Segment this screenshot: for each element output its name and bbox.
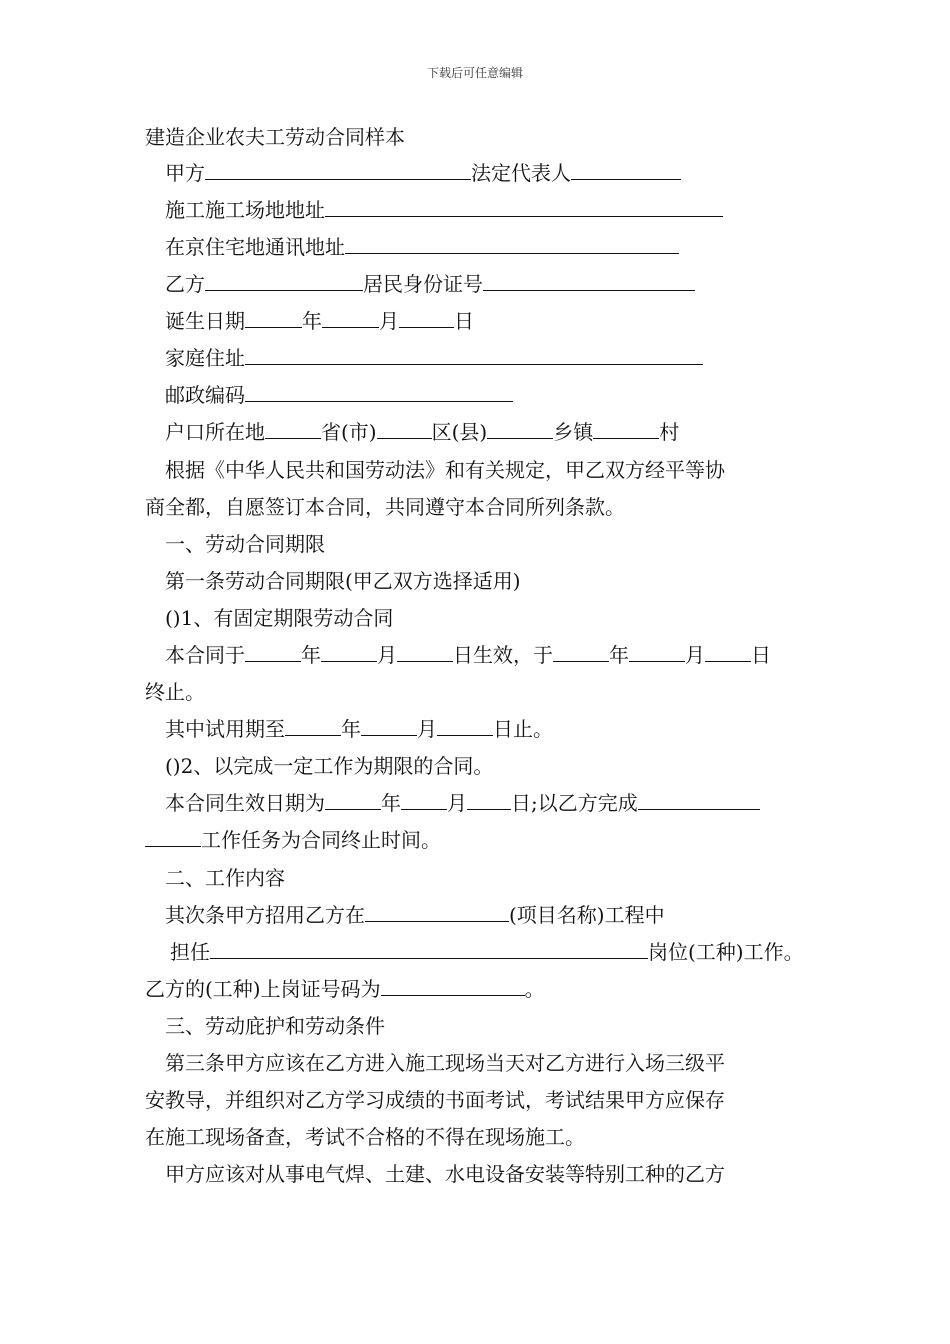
section-2-heading: 二、工作内容 [165, 866, 285, 890]
town-blank[interactable] [487, 418, 553, 439]
certificate-line [145, 975, 545, 1003]
id-number-blank[interactable] [483, 270, 695, 291]
year-label: 年 [341, 717, 361, 741]
home-address-line [165, 344, 703, 372]
district-label: 区(县) [431, 420, 488, 444]
site-address-label: 施工施工场地地址 [165, 198, 325, 222]
hukou-label: 户口所在地 [165, 420, 265, 444]
party-a-label: 甲方 [165, 161, 205, 185]
preamble-line-1: 根据《中华人民共和国劳动法》和有关规定，甲乙双方经平等协 [165, 458, 725, 482]
day-label: 日 [454, 309, 474, 333]
site-address-blank[interactable] [325, 196, 723, 217]
project-name-label: (项目名称)工程中 [509, 903, 665, 927]
month-label: 月 [417, 717, 437, 741]
contract-term-end: 终止。 [145, 680, 205, 704]
year-label: 年 [609, 643, 629, 667]
district-blank[interactable] [377, 418, 432, 439]
article-3-line-3: 在施工现场备查，考试不合格的不得在现场施工。 [145, 1125, 585, 1149]
certificate-blank[interactable] [381, 975, 525, 996]
party-b-blank[interactable] [205, 270, 363, 291]
year-label: 年 [301, 643, 321, 667]
trial-period-line [165, 715, 553, 743]
party-b-line [165, 270, 695, 298]
trial-end-label: 日止。 [493, 717, 553, 741]
section-1-heading: 一、劳动合同期限 [165, 532, 325, 556]
task-day-blank[interactable] [467, 789, 511, 810]
page-header: 下载后可任意编辑 [426, 66, 523, 80]
task-contract-end: 工作任务为合同终止时间。 [201, 828, 441, 852]
party-a-blank[interactable] [205, 159, 471, 180]
contract-term-line [165, 641, 771, 669]
preamble-line-2: 商全都，自愿签订本合同，共同遵守本合同所列条款。 [145, 495, 625, 519]
month-label: 月 [447, 791, 467, 815]
beijing-address-blank[interactable] [345, 233, 679, 254]
position-line [170, 938, 804, 966]
month-label: 月 [685, 643, 705, 667]
start-month-blank[interactable] [321, 641, 377, 662]
trial-year-blank[interactable] [285, 715, 341, 736]
birth-date-line [165, 307, 474, 335]
home-address-label: 家庭住址 [165, 346, 245, 370]
article-3-line-2: 安教导，并组织对乙方学习成绩的书面考试，考试结果甲方应保存 [145, 1088, 725, 1112]
village-blank[interactable] [593, 418, 659, 439]
day-label: 日 [751, 643, 771, 667]
home-address-blank[interactable] [245, 344, 703, 365]
position-prefix: 担任 [170, 940, 210, 964]
end-year-blank[interactable] [553, 641, 609, 662]
effective-label: 日生效，于 [453, 643, 553, 667]
trial-month-blank[interactable] [361, 715, 417, 736]
article-1: 第一条劳动合同期限(甲乙双方选择适用) [165, 569, 521, 593]
birth-year-blank[interactable] [245, 307, 302, 328]
task-contract-line [165, 789, 760, 817]
hukou-line [165, 418, 679, 446]
town-label: 乡镇 [553, 420, 594, 444]
postcode-blank[interactable] [245, 381, 513, 402]
task-year-blank[interactable] [325, 789, 381, 810]
province-label: 省(市) [321, 420, 377, 444]
section-3-heading: 三、劳动庇护和劳动条件 [165, 1014, 385, 1038]
task-completion-label: 日;以乙方完成 [511, 791, 638, 815]
start-day-blank[interactable] [397, 641, 453, 662]
contract-term-prefix: 本合同于 [165, 643, 245, 667]
option-2: ()2、以完成一定工作为期限的合同。 [165, 754, 494, 778]
document-title: 建造企业农夫工劳动合同样本 [145, 125, 405, 149]
position-blank[interactable] [210, 938, 648, 959]
legal-rep-label: 法定代表人 [471, 161, 571, 185]
trial-day-blank[interactable] [437, 715, 493, 736]
site-address-line [165, 196, 723, 224]
start-year-blank[interactable] [245, 641, 301, 662]
article-2-line [165, 901, 665, 929]
task-blank-cont[interactable] [145, 826, 201, 847]
trial-period-prefix: 其中试用期至 [165, 717, 285, 741]
postcode-line [165, 381, 513, 409]
birth-date-label: 诞生日期 [165, 309, 245, 333]
position-label: 岗位(工种)工作。 [648, 940, 804, 964]
certificate-label: 乙方的(工种)上岗证号码为 [145, 977, 381, 1001]
party-a-line [165, 159, 681, 187]
postcode-label: 邮政编码 [165, 383, 245, 407]
option-1: ()1、有固定期限劳动合同 [165, 606, 394, 630]
end-day-blank[interactable] [705, 641, 751, 662]
birth-day-blank[interactable] [399, 307, 454, 328]
id-number-label: 居民身份证号 [363, 272, 483, 296]
end-month-blank[interactable] [629, 641, 685, 662]
legal-rep-blank[interactable] [571, 159, 681, 180]
birth-month-blank[interactable] [322, 307, 379, 328]
party-b-label: 乙方 [165, 272, 205, 296]
month-label: 月 [379, 309, 399, 333]
year-label: 年 [381, 791, 401, 815]
year-label: 年 [302, 309, 322, 333]
task-blank[interactable] [638, 789, 760, 810]
article-3-line-4: 甲方应该对从事电气焊、土建、水电设备安装等特别工种的乙方 [165, 1162, 725, 1186]
task-contract-end-line [145, 826, 441, 854]
beijing-address-line [165, 233, 679, 261]
period: 。 [524, 977, 545, 1001]
task-month-blank[interactable] [401, 789, 447, 810]
project-name-blank[interactable] [365, 901, 509, 922]
article-2-prefix: 其次条甲方招用乙方在 [165, 903, 365, 927]
month-label: 月 [377, 643, 397, 667]
task-contract-prefix: 本合同生效日期为 [165, 791, 325, 815]
article-3-line-1: 第三条甲方应该在乙方进入施工现场当天对乙方进行入场三级平 [165, 1051, 725, 1075]
beijing-address-label: 在京住宅地通讯地址 [165, 235, 345, 259]
village-label: 村 [659, 420, 680, 444]
province-blank[interactable] [265, 418, 321, 439]
